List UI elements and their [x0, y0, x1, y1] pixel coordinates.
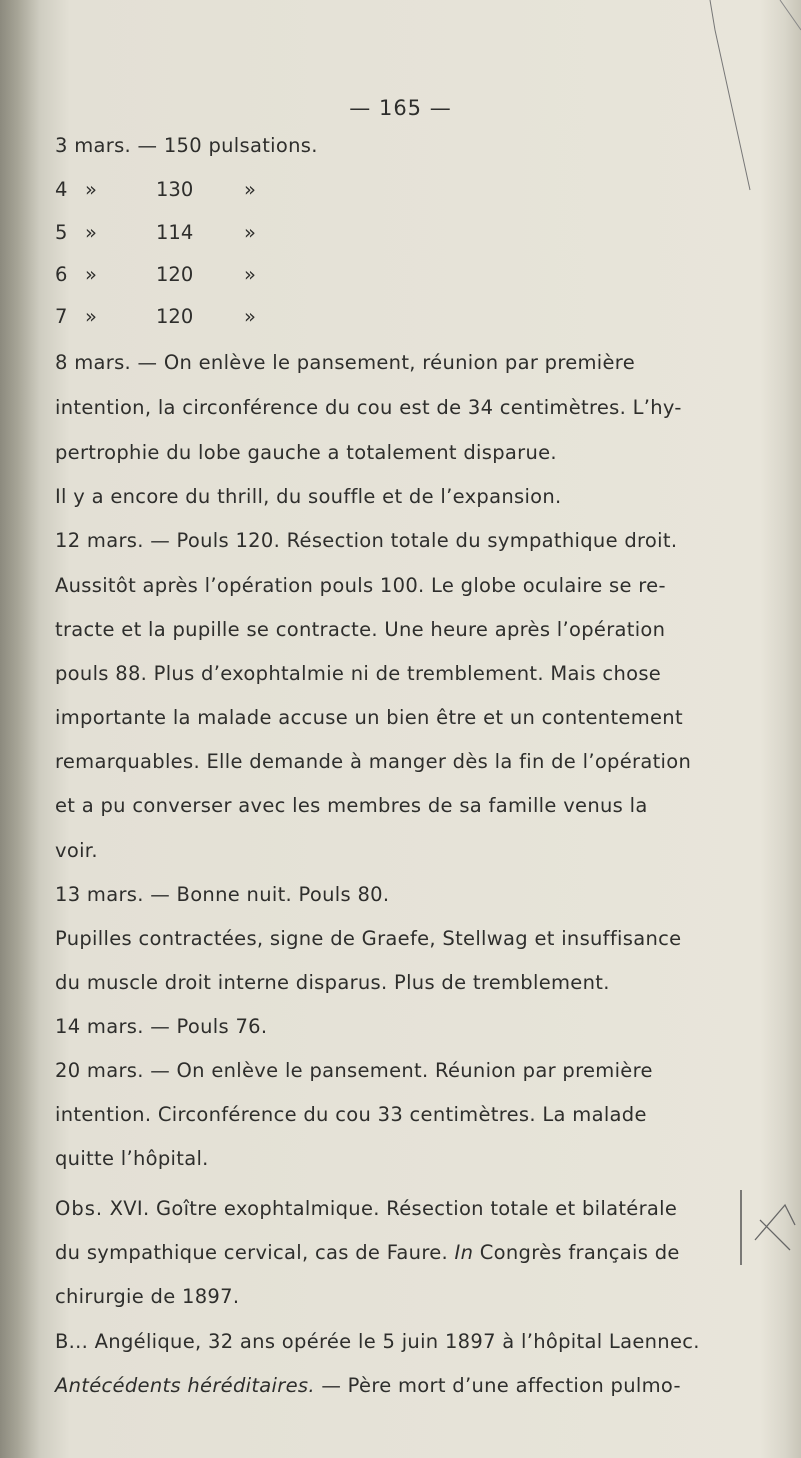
page-number: — 165 — [349, 96, 452, 120]
text-line: remarquables. Elle demande à manger dès la fin de l’opération [55, 750, 692, 773]
text-line: 13 mars. — Bonne nuit. Pouls 80. [55, 883, 390, 906]
pulse-value: 120 [156, 305, 194, 328]
pulse-header: 3 mars. — 150 pulsations. [55, 134, 318, 157]
text-line: 14 mars. — Pouls 76. [55, 1015, 268, 1038]
ditto-mark: » [244, 305, 256, 328]
text-line: du muscle droit interne disparus. Plus de tremblement. [55, 971, 610, 994]
text-line: et a pu converser avec les membres de sa famille venus la [55, 794, 648, 817]
ditto-mark: » [85, 305, 97, 328]
text-line: tracte et la pupille se contracte. Une heure après l’opération [55, 618, 666, 641]
obs-text: du sympathique cervical, cas de Faure. [55, 1241, 455, 1264]
text-line: intention. Circonférence du cou 33 centimètres. La malade [55, 1103, 647, 1126]
text-line: Il y a encore du thrill, du souffle et de l’expansion. [55, 485, 562, 508]
text-line: Aussitôt après l’opération pouls 100. Le globe oculaire se re- [55, 574, 666, 597]
text-line: importante la malade accuse un bien être et un contentement [55, 706, 683, 729]
section-heading: Antécédents héréditaires. [55, 1374, 315, 1397]
text-line: quitte l’hôpital. [55, 1147, 209, 1170]
pulse-value: 120 [156, 263, 194, 286]
text-line [55, 1374, 681, 1397]
text-line [55, 1241, 680, 1264]
obs-text: Congrès français de [473, 1241, 680, 1264]
obs-title-text: XVI. Goître exophtalmique. Résection totale et bilatérale [103, 1197, 678, 1220]
ditto-mark: » [85, 263, 97, 286]
text-line: chirurgie de 1897. [55, 1285, 240, 1308]
pulse-value: 130 [156, 178, 194, 201]
text-line: 20 mars. — On enlève le pansement. Réunion par première [55, 1059, 653, 1082]
ditto-mark: » [244, 221, 256, 244]
pulse-value: 114 [156, 221, 194, 244]
observation-title [55, 1197, 677, 1220]
text-line: pouls 88. Plus d’exophtalmie ni de tremblement. Mais chose [55, 662, 662, 685]
text-line: voir. [55, 839, 98, 862]
text-line: 8 mars. — On enlève le pansement, réunion par première [55, 351, 635, 374]
margin-mark [740, 1180, 800, 1270]
paper-edge-line [690, 0, 801, 200]
pulse-day: 7 [55, 305, 68, 328]
obs-italic: In [454, 1241, 474, 1264]
ditto-mark: » [85, 221, 97, 244]
text-line: Pupilles contractées, signe de Graefe, Stellwag et insuffisance [55, 927, 682, 950]
text-line: intention, la circonférence du cou est de 34 centimètres. L’hy- [55, 396, 682, 419]
text-line: B... Angélique, 32 ans opérée le 5 juin 1897 à l’hôpital Laennec. [55, 1330, 700, 1353]
ditto-mark: » [244, 178, 256, 201]
obs-text: — Père mort d’une affection pulmo- [314, 1374, 681, 1397]
text-line: pertrophie du lobe gauche a totalement disparue. [55, 441, 557, 464]
obs-label: Obs. [55, 1197, 104, 1220]
text-line: 12 mars. — Pouls 120. Résection totale du sympathique droit. [55, 529, 678, 552]
pulse-day: 4 [55, 178, 68, 201]
ditto-mark: » [244, 263, 256, 286]
ditto-mark: » [85, 178, 97, 201]
pulse-day: 5 [55, 221, 68, 244]
pulse-day: 6 [55, 263, 68, 286]
